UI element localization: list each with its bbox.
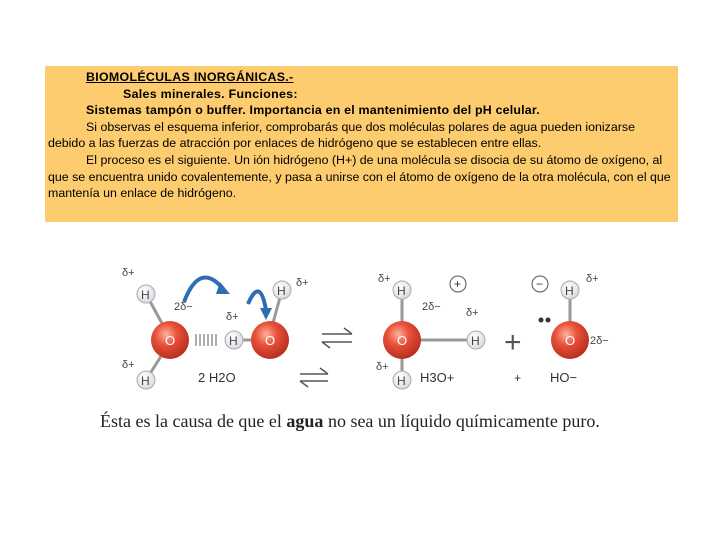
- hydrogen-bond-1: [196, 334, 216, 346]
- equilibrium-arrow-bottom: [300, 368, 328, 387]
- title: BIOMOLÉCULAS INORGÁNICAS.-: [86, 70, 294, 84]
- delta-minus-4: 2δ−: [590, 335, 609, 347]
- caption-before: Ésta es la causa de que el: [100, 411, 287, 431]
- atom-h-3c: H: [471, 334, 480, 348]
- caption-after: no sea un líquido químicamente puro.: [323, 411, 600, 431]
- delta-plus-3a: δ+: [378, 273, 391, 285]
- section-heading: Sistemas tampón o buffer. Importancia en el mantenimiento del pH celular.: [86, 103, 540, 118]
- label-hydroxide: HO−: [550, 370, 578, 385]
- paragraph-2: El proceso es el siguiente. Un ión hidrógeno (H+) de una molécula se disocia de su átomo de oxígeno, al que se encuentra unido covalentemente, y pasa a unirse con el átomo de oxígeno de la otra molécula, con el que mantenía un enlace de hidrógeno.: [48, 152, 671, 201]
- delta-plus-1a: δ+: [122, 267, 135, 279]
- big-plus: +: [504, 326, 522, 359]
- electron-arrow-2: [248, 291, 266, 310]
- delta-plus-3b: δ+: [376, 361, 389, 373]
- text-box: [45, 66, 678, 222]
- charge-plus: +: [454, 277, 462, 291]
- subtitle: Sales minerales. Funciones:: [123, 86, 298, 101]
- paragraph-1: Si observas el esquema inferior, comprobarás que dos moléculas polares de agua pueden ionizarse debido a las fuerzas de atracción por enlaces de hidrógeno que se establecen entre ellas.: [48, 119, 635, 151]
- atom-o-2: O: [265, 333, 276, 348]
- label-water: 2 H2O: [198, 370, 236, 385]
- delta-plus-1b: δ+: [122, 359, 135, 371]
- delta-minus-3: 2δ−: [422, 301, 441, 313]
- delta-plus-2a: δ+: [226, 311, 239, 323]
- atom-h-2a: H: [229, 334, 238, 348]
- charge-minus: −: [536, 277, 544, 291]
- caption-bold: agua: [286, 411, 324, 431]
- arrowhead-2: [260, 308, 272, 320]
- label-plus: +: [514, 371, 522, 385]
- caption: [100, 411, 620, 432]
- atom-o-4: O: [565, 333, 576, 348]
- atom-h-3a: H: [397, 284, 406, 298]
- atom-h-1a: H: [141, 288, 150, 302]
- atom-h-1b: H: [141, 374, 150, 388]
- label-hydronium: H3O+: [420, 370, 455, 385]
- atom-h-4: H: [565, 284, 574, 298]
- equilibrium-arrow-top: [322, 328, 352, 348]
- atom-h-2b: H: [277, 284, 286, 298]
- water-molecule-1: [122, 267, 193, 389]
- atom-h-3b: H: [397, 374, 406, 388]
- hydroxide-ion: [532, 273, 609, 359]
- delta-plus-4: δ+: [586, 273, 599, 285]
- atom-o-1: O: [165, 333, 176, 348]
- delta-plus-2b: δ+: [296, 277, 309, 289]
- delta-minus-1: 2δ−: [174, 301, 193, 313]
- atom-o-3: O: [397, 333, 408, 348]
- delta-plus-3c: δ+: [466, 307, 479, 319]
